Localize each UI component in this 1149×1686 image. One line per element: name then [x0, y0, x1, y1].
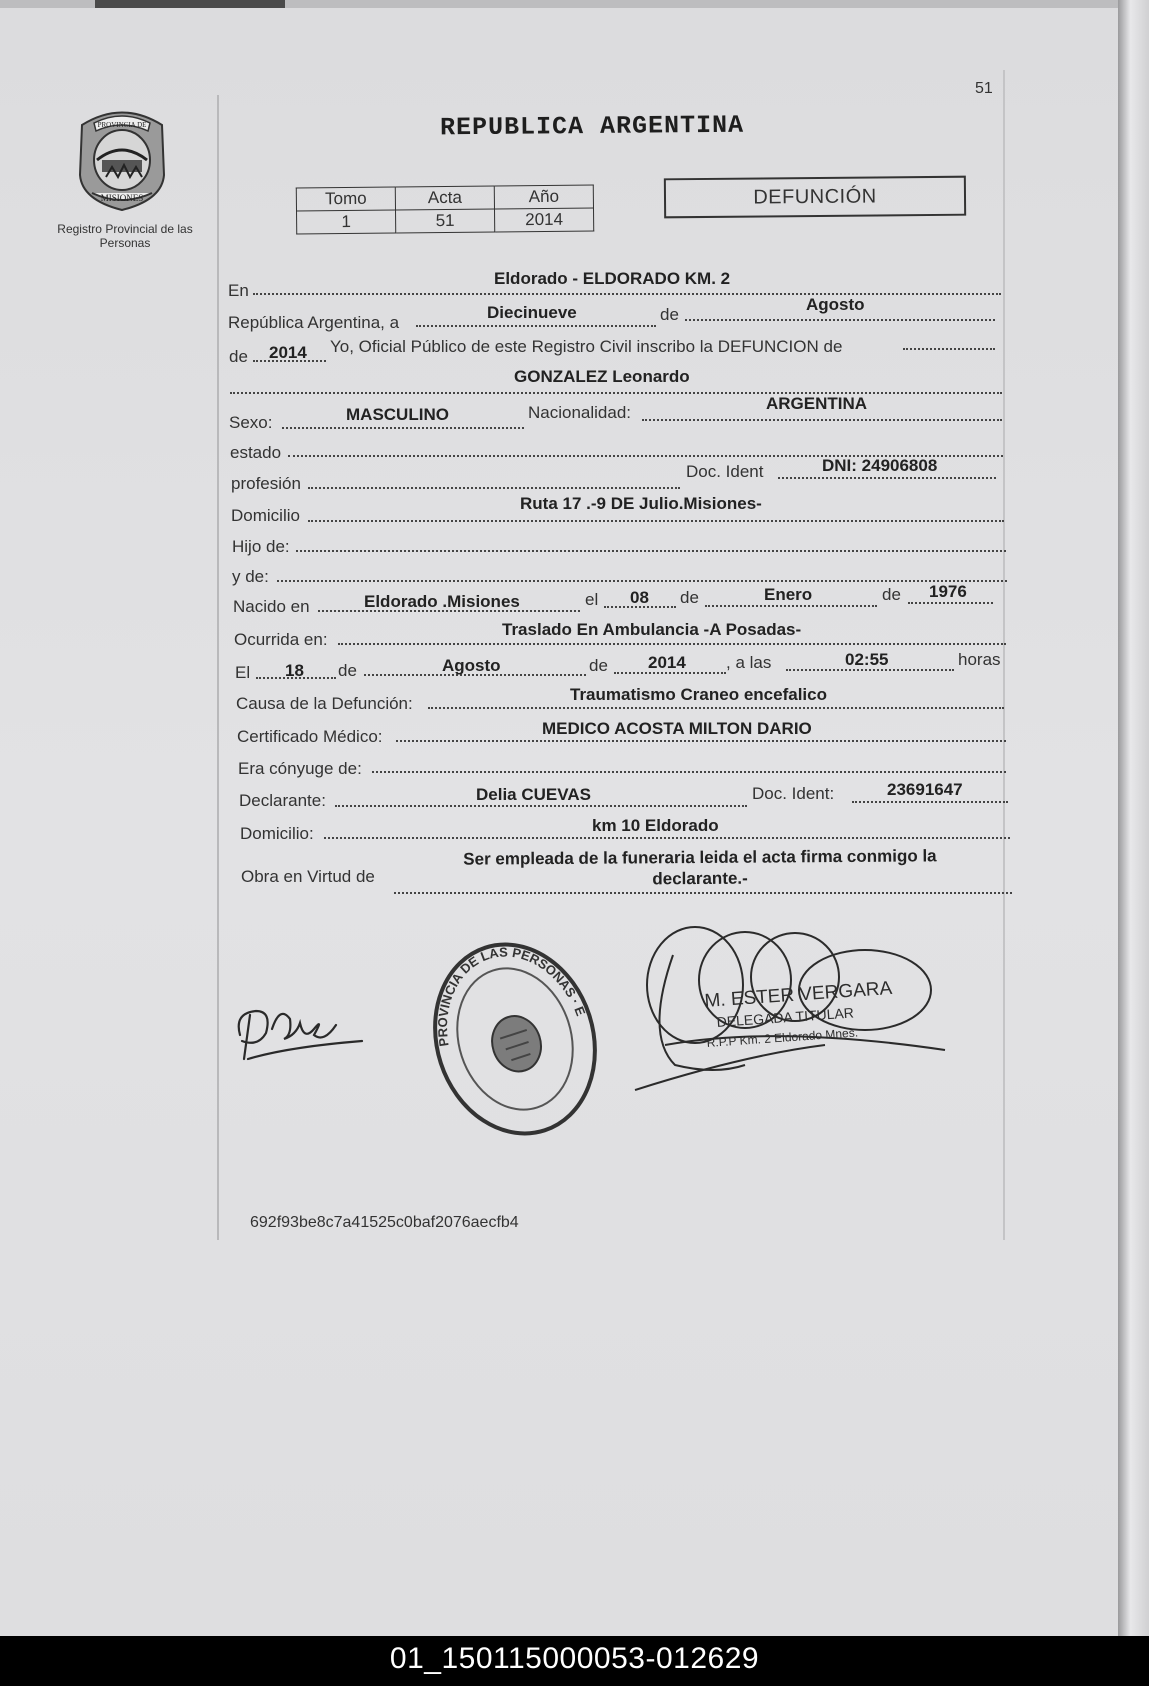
- value-nac-anio: 1976: [929, 582, 967, 601]
- line-nac-anio: [908, 602, 993, 604]
- page-number: 51: [975, 80, 993, 97]
- value-domicilio: Ruta 17 .-9 DE Julio.Misiones-: [520, 494, 762, 513]
- record-table-value-anio: 2014: [494, 208, 593, 232]
- record-table-header-row: [296, 185, 593, 211]
- label-de-nac-mes: de: [680, 588, 699, 607]
- value-def-mes: Agosto: [442, 656, 501, 675]
- record-table: [296, 184, 594, 234]
- line-hijo-de: [296, 550, 1006, 552]
- value-def-hora: 02:55: [845, 650, 889, 669]
- line-obra: [394, 892, 1012, 894]
- misiones-coat-of-arms-logo: [72, 105, 172, 215]
- label-en: En: [228, 281, 249, 300]
- label-y-de: y de:: [232, 567, 269, 586]
- line-mes: [685, 319, 995, 321]
- line-domicilio: [308, 520, 1004, 522]
- form-left-border: [217, 95, 219, 1240]
- official-stamp-name: M. ESTER VERGARA: [703, 977, 893, 1012]
- label-estado: estado: [230, 443, 282, 462]
- line-sexo: [282, 427, 524, 429]
- logo-text-top: PROVINCIA DE: [97, 121, 147, 129]
- line-nacionalidad: [642, 419, 1002, 421]
- form-right-border: [1003, 70, 1005, 1240]
- label-doc-ident: Doc. Ident: [686, 462, 764, 481]
- value-mes: Agosto: [806, 295, 865, 314]
- label-el: el: [585, 590, 599, 609]
- value-doc-ident: DNI: 24906808: [822, 456, 938, 475]
- label-conyuge: Era cónyuge de:: [238, 759, 362, 778]
- label-causa: Causa de la Defunción:: [236, 694, 413, 713]
- official-stamp-role: DELEGADA TITULAR: [716, 1004, 855, 1030]
- value-nacido-en: Eldorado .Misiones: [364, 592, 520, 611]
- label-domicilio-declarante: Domicilio:: [240, 824, 314, 843]
- value-declarante: Delia CUEVAS: [476, 785, 591, 804]
- value-nac-mes: Enero: [764, 585, 813, 604]
- document-hash: 692f93be8c7a41525c0baf2076aecfb4: [250, 1214, 519, 1231]
- line-declarante-doc: [852, 801, 1008, 803]
- label-horas: horas: [958, 650, 1001, 669]
- label-a-las: , a las: [726, 653, 772, 672]
- label-certificado: Certificado Médico:: [237, 727, 383, 746]
- logo-text-bottom: MISIONES: [100, 193, 144, 203]
- label-republica: República Argentina, a: [228, 313, 400, 332]
- label-doc-ident-declarante: Doc. Ident:: [752, 784, 835, 803]
- registry-caption: Registro Provincial de las Personas: [57, 222, 193, 250]
- label-nacido-en: Nacido en: [233, 597, 310, 616]
- footer-code: 01_150115000053-012629: [389, 1642, 760, 1675]
- record-table-value-tomo: 1: [297, 210, 396, 234]
- record-table-value-row: [297, 208, 594, 234]
- line-nombre: [230, 392, 1002, 394]
- record-table-header-anio: Año: [494, 185, 593, 209]
- value-obra: Ser empleada de la funeraria leida el acta firma conmigo la declarante.-: [463, 846, 937, 889]
- label-el-cap: El: [235, 663, 251, 682]
- line-ocurrida-en: [338, 643, 1006, 645]
- line-declarante: [335, 805, 747, 807]
- value-declarante-domicilio: km 10 Eldorado: [592, 816, 719, 835]
- label-sexo: Sexo:: [229, 413, 273, 432]
- official-signature-stamp: [625, 915, 955, 1105]
- footer-bar: [0, 1636, 1149, 1686]
- document-page: [0, 8, 1118, 1636]
- line-lugar: [253, 293, 1001, 295]
- record-table-value-acta: 51: [396, 209, 495, 233]
- line-certificado: [396, 740, 1006, 742]
- line-doc-ident: [778, 477, 996, 479]
- label-de-mes: de: [660, 305, 679, 324]
- line-dia: [416, 325, 656, 327]
- label-domicilio: Domicilio: [231, 506, 300, 525]
- value-def-dia: 18: [285, 661, 304, 680]
- line-profesion: [308, 487, 680, 489]
- label-de-def-mes: de: [338, 661, 357, 680]
- seal-text: PROVINCIA DE LAS PERSONAS · ELDORADO: [434, 944, 589, 1048]
- value-causa: Traumatismo Craneo encefalico: [570, 685, 827, 704]
- record-type-box: DEFUNCIÓN: [664, 176, 966, 219]
- value-certificado: MEDICO ACOSTA MILTON DARIO: [542, 719, 812, 738]
- label-de-nac-anio: de: [882, 585, 901, 604]
- label-de-def-anio: de: [589, 656, 608, 675]
- line-yo: [903, 348, 995, 350]
- label-declarante: Declarante:: [239, 791, 326, 810]
- record-table-header-acta: Acta: [395, 186, 494, 210]
- value-nombre: GONZALEZ Leonardo: [514, 367, 690, 386]
- label-ocurrida-en: Ocurrida en:: [234, 630, 328, 649]
- line-declarante-domicilio: [324, 837, 1010, 839]
- value-lugar: Eldorado - ELDORADO KM. 2: [494, 269, 731, 288]
- label-nacionalidad: Nacionalidad:: [528, 403, 632, 422]
- record-table-header-tomo: Tomo: [296, 187, 395, 211]
- value-nac-dia: 08: [630, 588, 649, 607]
- document-title: REPUBLICA ARGENTINA: [439, 110, 745, 143]
- label-profesion: profesión: [231, 474, 301, 493]
- label-yo-text: Yo, Oficial Público de este Registro Civil inscribo la DEFUNCION de: [330, 337, 843, 356]
- value-sexo: MASCULINO: [346, 405, 449, 424]
- label-de-anio: de: [229, 347, 248, 366]
- line-causa: [428, 707, 1004, 709]
- line-y-de: [277, 580, 1007, 582]
- declarant-signature: [228, 985, 368, 1075]
- value-anio: 2014: [269, 343, 307, 362]
- value-ocurrida-en: Traslado En Ambulancia -A Posadas-: [502, 620, 802, 639]
- registry-round-seal-stamp: [425, 934, 605, 1144]
- value-dia: Diecinueve: [487, 303, 577, 322]
- label-hijo-de: Hijo de:: [232, 537, 290, 556]
- line-nac-mes: [705, 605, 877, 607]
- value-def-anio: 2014: [648, 653, 686, 672]
- label-obra: Obra en Virtud de: [241, 867, 375, 886]
- value-nacionalidad: ARGENTINA: [766, 394, 868, 413]
- official-stamp-office: R.P.P Km. 2 Eldorado Mnes.: [706, 1025, 859, 1050]
- page-edge-shadow: [1118, 0, 1149, 1636]
- line-conyuge: [372, 771, 1006, 773]
- value-declarante-doc: 23691647: [887, 780, 963, 799]
